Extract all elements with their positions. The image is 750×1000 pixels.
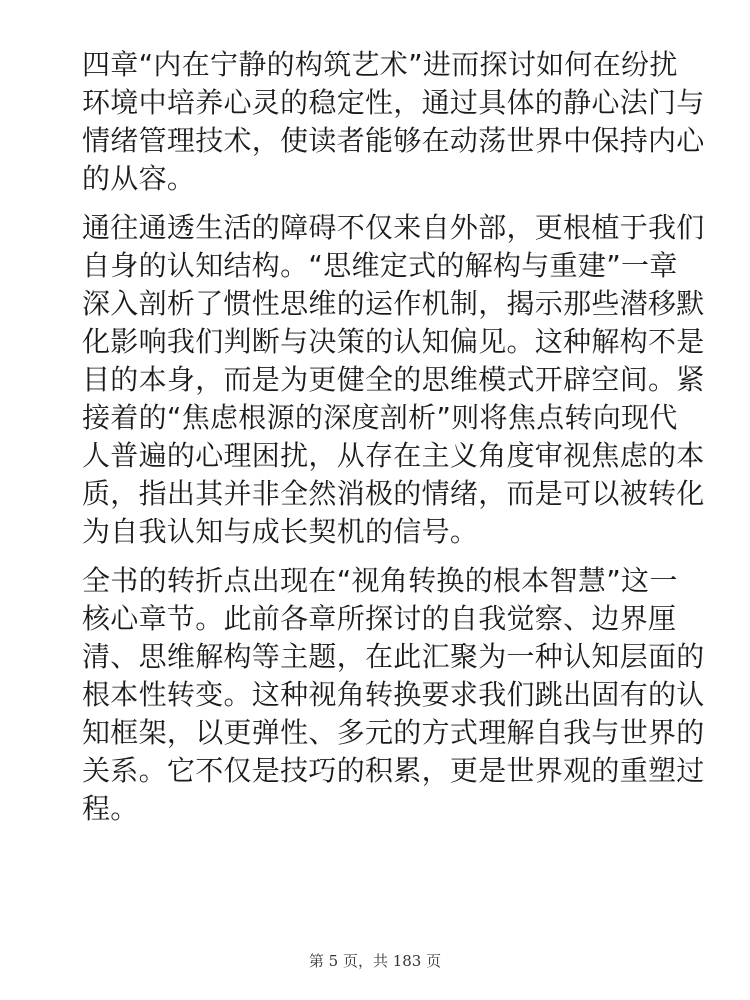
text-line: 清、思维解构等主题，在此汇聚为一种认知层面的 xyxy=(82,640,705,673)
text-line: 深入剖析了惯性思维的运作机制，揭示那些潜移默 xyxy=(82,287,705,320)
text-line: 的从容。 xyxy=(82,162,196,195)
page-body xyxy=(82,46,705,839)
text-line: 自身的认知结构。“思维定式的解构与重建”一章 xyxy=(82,249,678,282)
text-line: 为自我认知与成长契机的信号。 xyxy=(82,515,479,548)
text-line: 质，指出其并非全然消极的情绪，而是可以被转化 xyxy=(82,477,705,510)
paragraph-2 xyxy=(82,209,705,551)
text-line: 核心章节。此前各章所探讨的自我觉察、边界厘 xyxy=(82,602,677,635)
paragraph-1 xyxy=(82,46,705,198)
page-number-footer: 第 5 页，共 183 页 xyxy=(308,952,442,970)
text-line: 环境中培养心灵的稳定性，通过具体的静心法门与 xyxy=(82,86,705,119)
text-line: 目的本身，而是为更健全的思维模式开辟空间。紧 xyxy=(82,363,705,396)
text-line: 根本性转变。这种视角转换要求我们跳出固有的认 xyxy=(82,678,705,711)
text-line: 程。 xyxy=(82,792,139,825)
text-line: 人普遍的心理困扰，从存在主义角度审视焦虑的本 xyxy=(82,439,705,472)
paragraph-3 xyxy=(82,562,705,828)
text-line: 接着的“焦虑根源的深度剖析”则将焦点转向现代 xyxy=(82,401,678,434)
text-line: 四章“内在宁静的构筑艺术”进而探讨如何在纷扰 xyxy=(82,48,678,81)
text-line: 通往通透生活的障碍不仅来自外部，更根植于我们 xyxy=(82,211,705,244)
text-line: 关系。它不仅是技巧的积累，更是世界观的重塑过 xyxy=(82,754,705,787)
text-line: 知框架，以更弹性、多元的方式理解自我与世界的 xyxy=(82,716,705,749)
text-line: 情绪管理技术，使读者能够在动荡世界中保持内心 xyxy=(82,124,705,157)
text-line: 全书的转折点出现在“视角转换的根本智慧”这一 xyxy=(82,564,678,597)
text-line: 化影响我们判断与决策的认知偏见。这种解构不是 xyxy=(82,325,705,358)
